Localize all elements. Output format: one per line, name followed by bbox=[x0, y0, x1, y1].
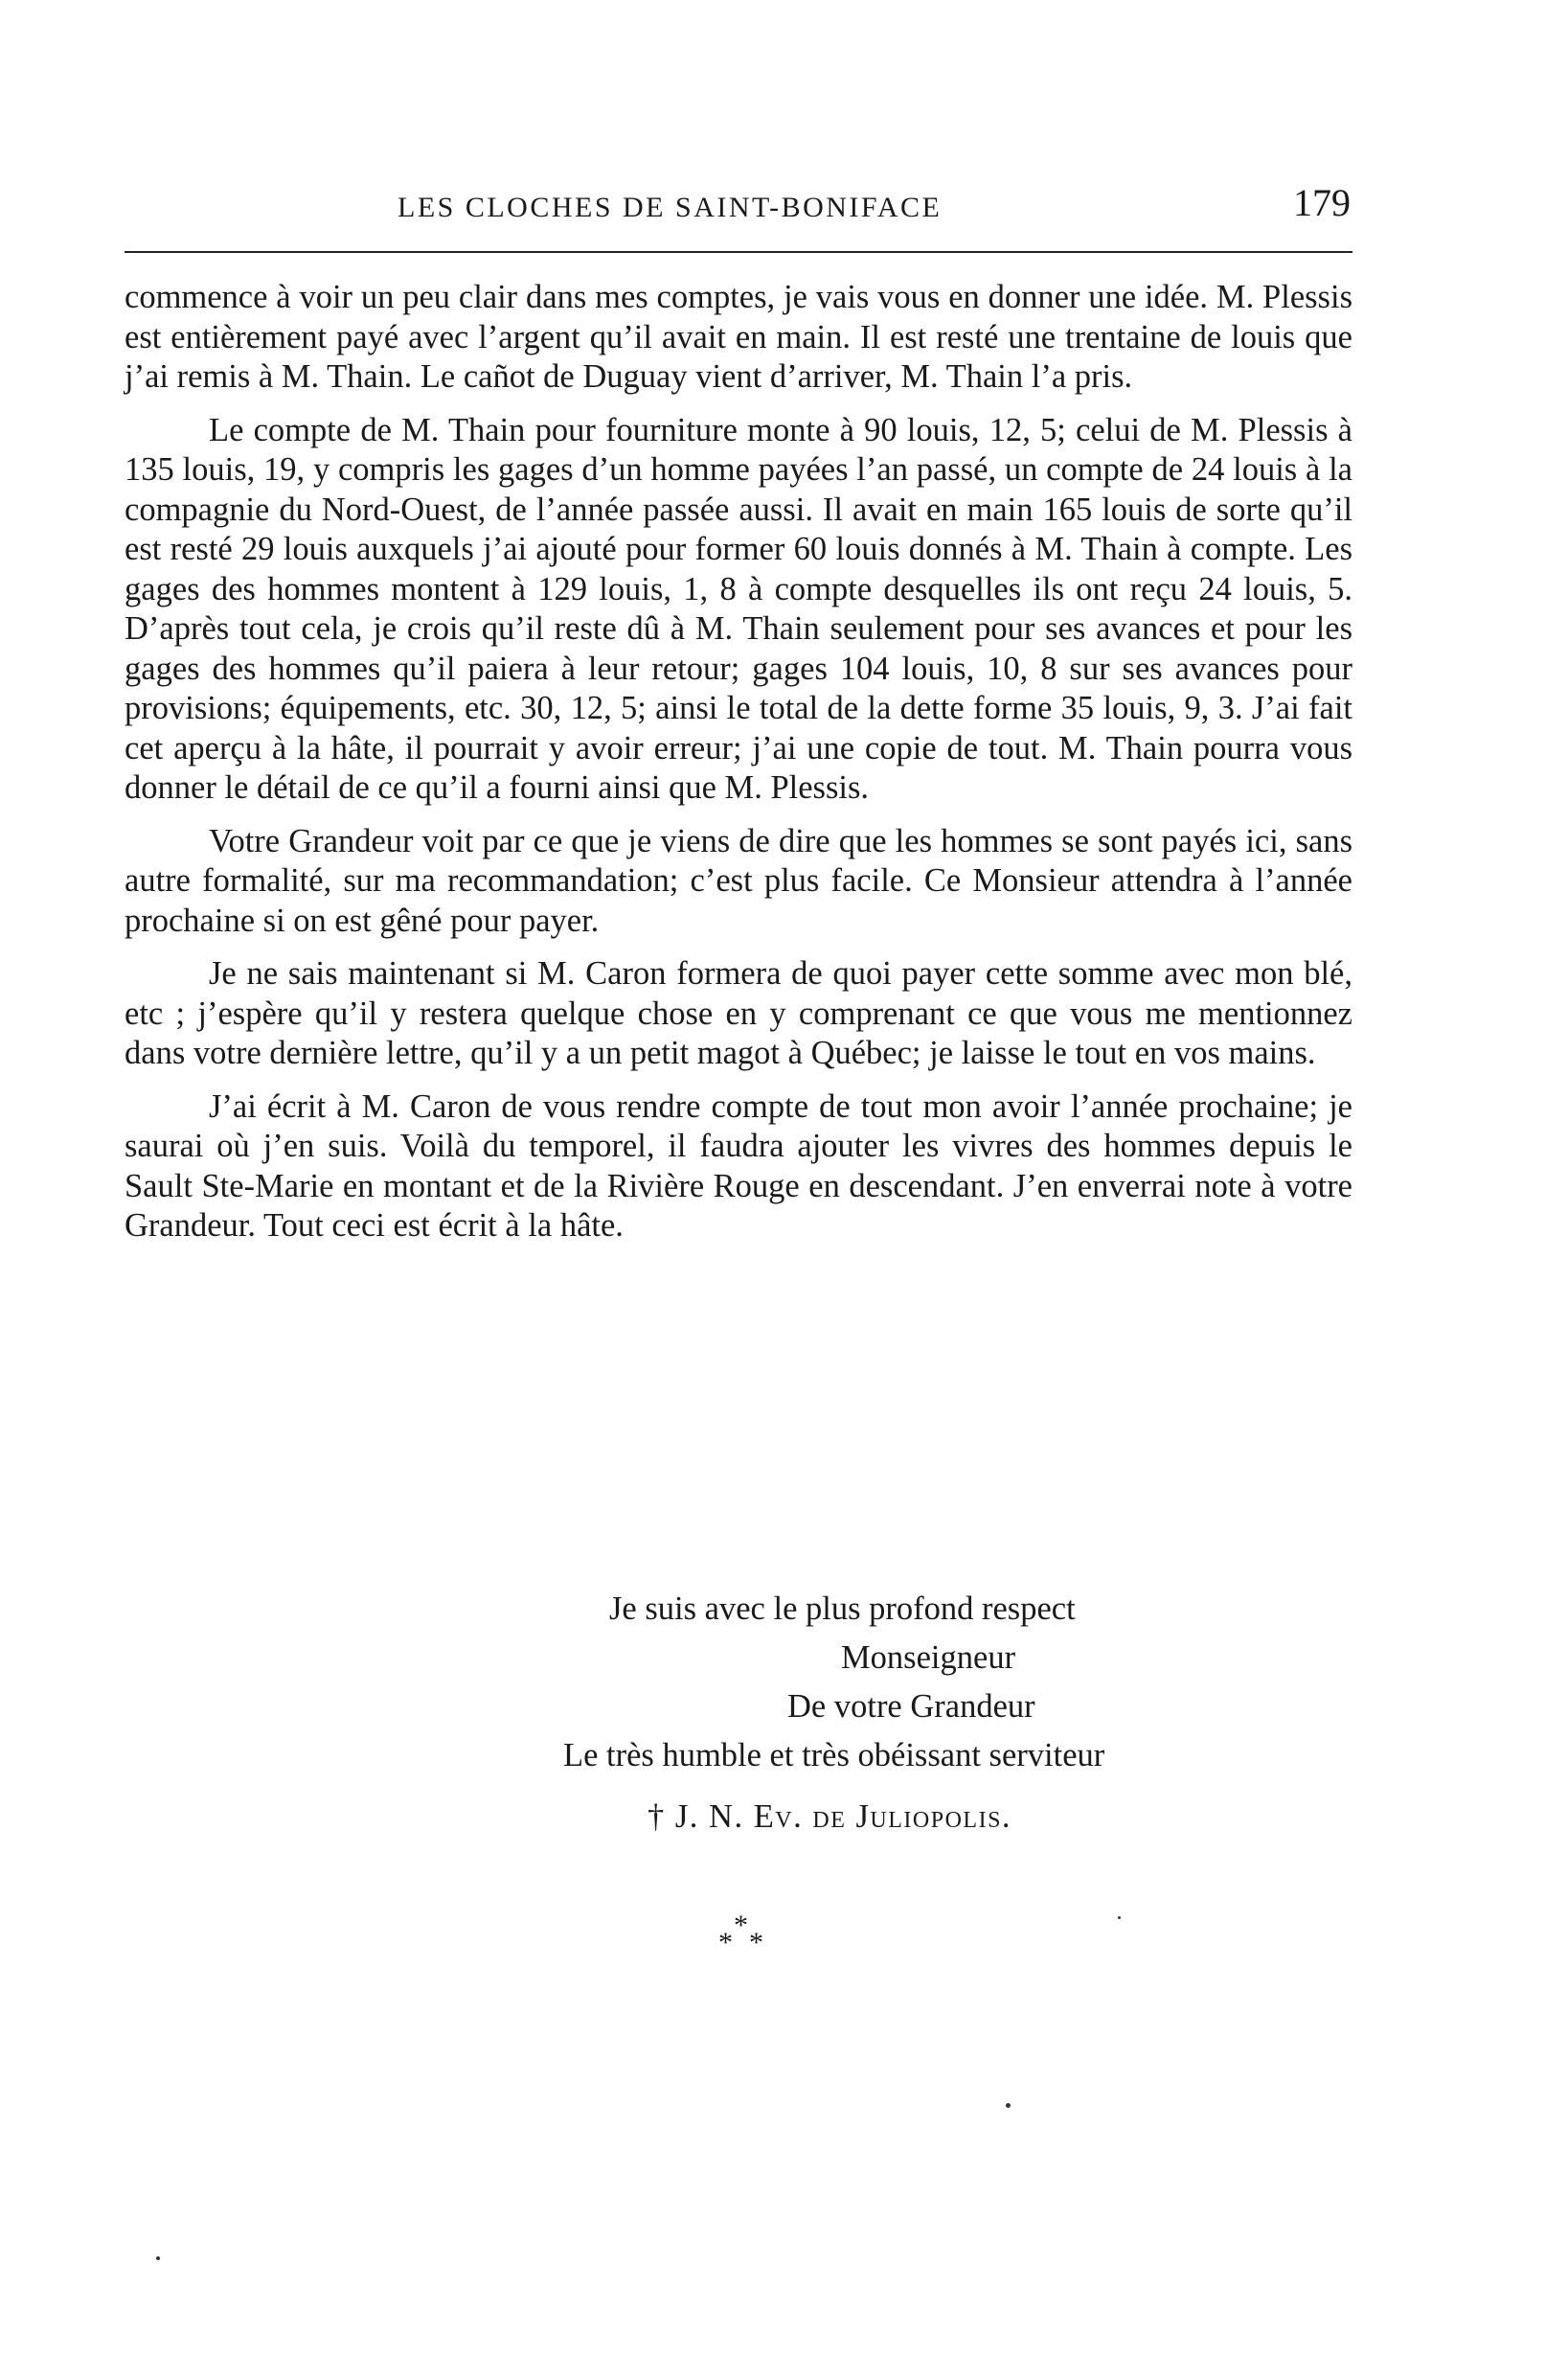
print-speck bbox=[156, 2256, 160, 2260]
letter-body bbox=[125, 278, 1352, 1247]
running-title: LES CLOCHES DE SAINT-BONIFACE bbox=[398, 192, 943, 223]
paragraph-temporal: J’ai écrit à M. Caron de vous rendre compte de tout mon avoir l’année prochaine; je saurai où j’en suis. Voilà du temporel, il faudra ajouter les vivres des hommes depuis le Sault Ste-Marie en montant et de la Rivière Rouge en descendant. J’en enverrai note à votre Grandeur. Tout ceci est écrit à la hâte. bbox=[125, 1087, 1352, 1244]
asterism-star: * bbox=[718, 1927, 733, 1958]
page-number: 179 bbox=[1293, 181, 1351, 224]
closing-line-salutation: Monseigneur bbox=[841, 1639, 1016, 1676]
asterism-star: * bbox=[749, 1927, 763, 1958]
signature: † J. N. Ev. de Juliopolis. bbox=[648, 1798, 1012, 1835]
closing-line-servant: Le très humble et très obéissant serviteur bbox=[563, 1737, 1105, 1773]
paragraph-accounts: Le compte de M. Thain pour fourniture monte à 90 louis, 12, 5; celui de M. Plessis à 135 louis, 19, y compris les gages d’un homme payées l’an passé, un compte de 24 louis à la compagnie du Nord-Ouest, de l’année passée aussi. Il avait en main 165 louis de sorte qu’il est resté 29 louis auxquels j’ai ajouté pour former 60 louis donnés à M. Thain à compte. Les gages des hommes montent à 129 louis, 1, 8 à compte desquelles ils ont reçu 24 louis, 5. D’après tout cela, je crois qu’il reste dû à M. Thain seulement pour ses avances et pour les gages des hommes qu’il paiera à leur retour; gages 104 louis, 10, 8 sur ses avances pour provisions; équipements, etc. 30, 12, 5; ainsi le total de la dette forme 35 louis, 9, 3. J’ai fait cet aperçu à la hâte, il pourrait y avoir erreur; j’ai une copie de tout. M. Thain pourra vous donner le détail de ce qu’il a fourni ainsi que M. Plessis. bbox=[125, 411, 1352, 806]
asterism-star: * bbox=[734, 1910, 748, 1941]
print-speck bbox=[1006, 2103, 1011, 2108]
paragraph-continuation: commence à voir un peu clair dans mes comptes, je vais vous en donner une idée. M. Plessis est entièrement payé avec l’argent qu’il avait en main. Il est resté une trentaine de louis que j’ai remis à M. Thain. Le cañot de Duguay vient d’arriver, M. Thain l’a pris. bbox=[125, 279, 1352, 395]
closing-line-grandeur: De votre Grandeur bbox=[787, 1688, 1035, 1725]
closing-line-respect: Je suis avec le plus profond respect bbox=[609, 1590, 1076, 1627]
paragraph-payment: Votre Grandeur voit par ce que je viens de dire que les hommes se sont payés ici, sans autre formalité, sur ma recommandation; c’est plus facile. Ce Monsieur attendra à l’année prochaine si on est gêné pour payer. bbox=[125, 822, 1352, 939]
print-speck bbox=[1118, 1916, 1121, 1919]
asterism-separator bbox=[713, 1911, 770, 1969]
paragraph-caron: Je ne sais maintenant si M. Caron formera de quoi payer cette somme avec mon blé, etc ; j’espère qu’il y restera quelque chose en y comprenant ce que vous me mentionnez dans votre dernière lettre, qu’il y a un petit magot à Québec; je laisse le tout en vos mains. bbox=[125, 955, 1352, 1071]
page-header bbox=[125, 180, 1351, 238]
header-rule bbox=[125, 251, 1352, 253]
